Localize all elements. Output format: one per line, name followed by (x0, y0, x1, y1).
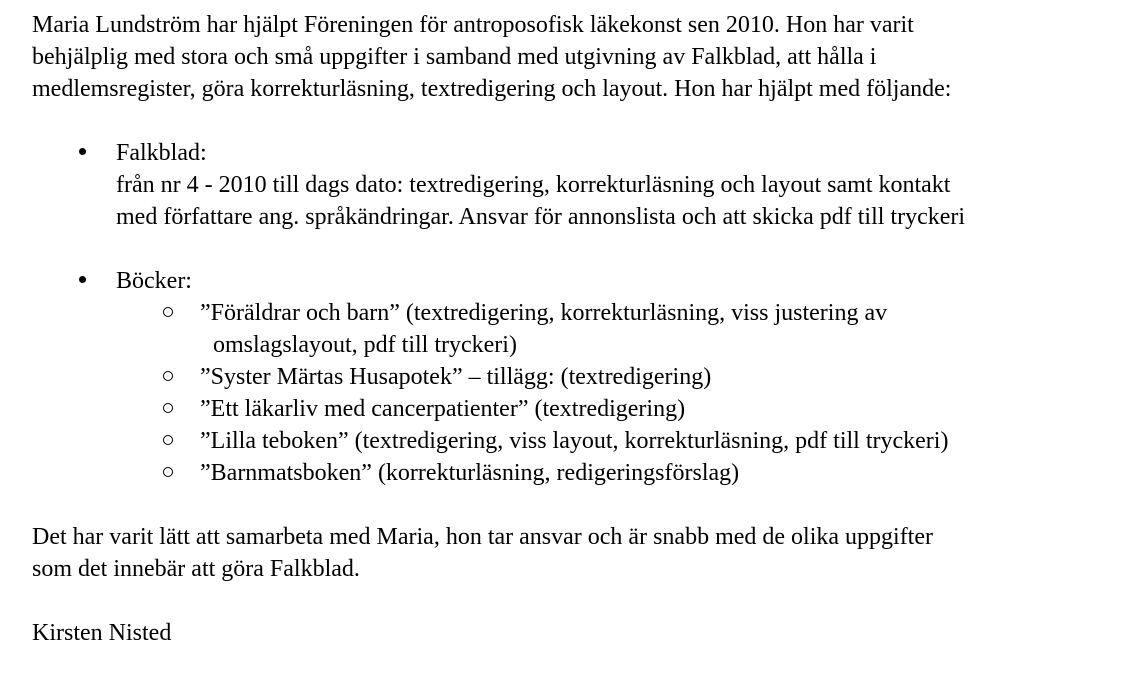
intro-paragraph (32, 9, 1132, 105)
intro-line: medlemsregister, göra korrekturläsning, textredigering och layout. Hon har hjälpt med följande: (32, 76, 952, 102)
intro-line: Maria Lundström har hjälpt Föreningen för antroposofisk läkekonst sen 2010. Hon har varit (32, 12, 914, 38)
book-title-line: ”Syster Märtas Husapotek” – tillägg: (textredigering) (200, 364, 712, 390)
book-title-line: ”Lilla teboken” (textredigering, viss layout, korrekturläsning, pdf till tryckeri) (200, 428, 949, 454)
book-list-item (32, 393, 1132, 425)
intro-line: behjälplig med stora och små uppgifter i samband med utgivning av Falkblad, att hålla i (32, 44, 877, 70)
bullet-dot-icon (72, 265, 92, 297)
circle-bullet-icon (160, 297, 176, 329)
falkblad-heading: Falkblad: (116, 140, 207, 166)
falkblad-text-line: med författare ang. språkändringar. Ansvar för annonslista och att skicka pdf till tryckeri (116, 204, 966, 230)
closing-line: som det innebär att göra Falkblad. (32, 556, 360, 582)
book-title-line: ”Ett läkarliv med cancerpatienter” (textredigering) (200, 396, 686, 422)
book-list-item (32, 457, 1132, 489)
bocker-heading: Böcker: (116, 268, 192, 294)
book-list-item (32, 297, 1132, 361)
falkblad-text-line: från nr 4 - 2010 till dags dato: textredigering, korrekturläsning och layout samt kontakt (116, 172, 951, 198)
book-list-item (32, 361, 1132, 393)
bullet-item-bocker (32, 265, 1132, 297)
book-title-line: ”Föräldrar och barn” (textredigering, korrekturläsning, viss justering av (200, 300, 888, 326)
circle-bullet-icon (160, 361, 176, 393)
closing-line: Det har varit lätt att samarbeta med Maria, hon tar ansvar och är snabb med de olika uppgifter (32, 524, 933, 550)
circle-bullet-icon (160, 393, 176, 425)
closing-paragraph (32, 521, 1132, 585)
document-page (32, 9, 1132, 649)
book-list (32, 297, 1132, 489)
book-continuation-line: omslagslayout, pdf till tryckeri) (213, 332, 517, 358)
circle-bullet-icon (160, 457, 176, 489)
book-list-item (32, 425, 1132, 457)
bullet-dot-icon (72, 137, 92, 169)
signature-name: Kirsten Nisted (32, 620, 172, 646)
bullet-item-falkblad (32, 137, 1132, 233)
circle-bullet-icon (160, 425, 176, 457)
book-title-line: ”Barnmatsboken” (korrekturläsning, redigeringsförslag) (200, 460, 740, 486)
